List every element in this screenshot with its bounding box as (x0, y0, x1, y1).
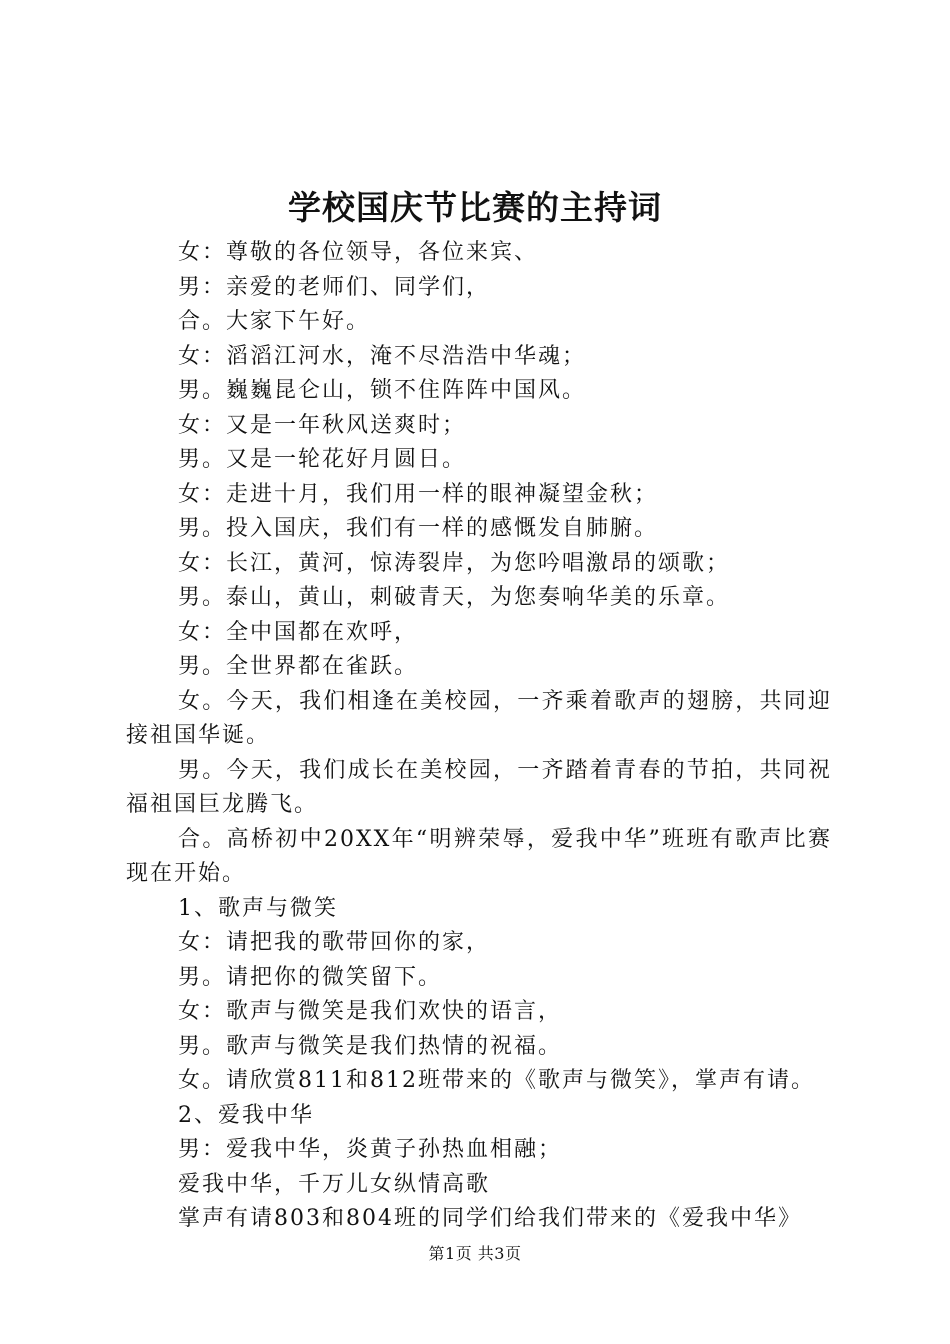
paragraph: 男。又是一轮花好月圆日。 (178, 447, 467, 472)
page-footer: 第1页 共3页 (428, 1244, 522, 1263)
paragraph: 女。请欣赏811和812班带来的《歌声与微笑》，掌声有请。 (178, 1068, 815, 1093)
paragraph: 女。今天，我们相逢在美校园，一齐乘着歌声的翅膀，共同迎接祖国华诞。 (126, 688, 832, 748)
paragraph: 女：走进十月，我们用一样的眼神凝望金秋； (178, 481, 659, 507)
paragraph: 男：爱我中华，炎黄子孙热血相融； (178, 1137, 563, 1162)
paragraph: 男。投入国庆，我们有一样的感慨发自肺腑。 (178, 516, 659, 541)
paragraph: 男：亲爱的老师们、同学们， (178, 274, 491, 300)
paragraph: 掌声有请803和804班的同学们给我们带来的《爱我中华》 (178, 1206, 802, 1231)
paragraph: 男。泰山，黄山，刺破青天，为您奏响华美的乐章。 (178, 585, 731, 610)
paragraph: 男。今天，我们成长在美校园，一齐踏着青春的节拍，共同祝福祖国巨龙腾飞。 (126, 757, 832, 817)
paragraph: 男。巍巍昆仑山，锁不住阵阵中国风。 (178, 378, 587, 403)
paragraph: 爱我中华，千万儿女纵情高歌 (178, 1171, 491, 1197)
paragraph: 女：请把我的歌带回你的家， (178, 930, 491, 955)
paragraph: 合。大家下午好。 (178, 309, 371, 334)
section-heading: 2、爱我中华 (178, 1102, 314, 1128)
paragraph: 女：长江，黄河，惊涛裂岸，为您吟唱激昂的颂歌； (178, 550, 731, 576)
paragraph: 女：尊敬的各位领导，各位来宾、 (178, 240, 539, 265)
document-body (126, 236, 832, 1237)
section-heading: 1、歌声与微笑 (178, 895, 338, 921)
paragraph: 合。高桥初中20XX年“明辨荣辱，爱我中华”班班有歌声比赛现在开始。 (126, 826, 832, 886)
paragraph: 男。请把你的微笑留下。 (178, 964, 443, 990)
document-title: 学校国庆节比赛的主持词 (288, 188, 662, 227)
paragraph: 女：滔滔江河水，淹不尽浩浩中华魂； (178, 343, 587, 369)
paragraph: 男。全世界都在雀跃。 (178, 654, 419, 679)
paragraph: 男。歌声与微笑是我们热情的祝福。 (178, 1033, 563, 1059)
paragraph: 女：歌声与微笑是我们欢快的语言， (178, 999, 563, 1024)
paragraph: 女：又是一年秋风送爽时； (178, 412, 467, 438)
paragraph: 女：全中国都在欢呼， (178, 619, 419, 645)
